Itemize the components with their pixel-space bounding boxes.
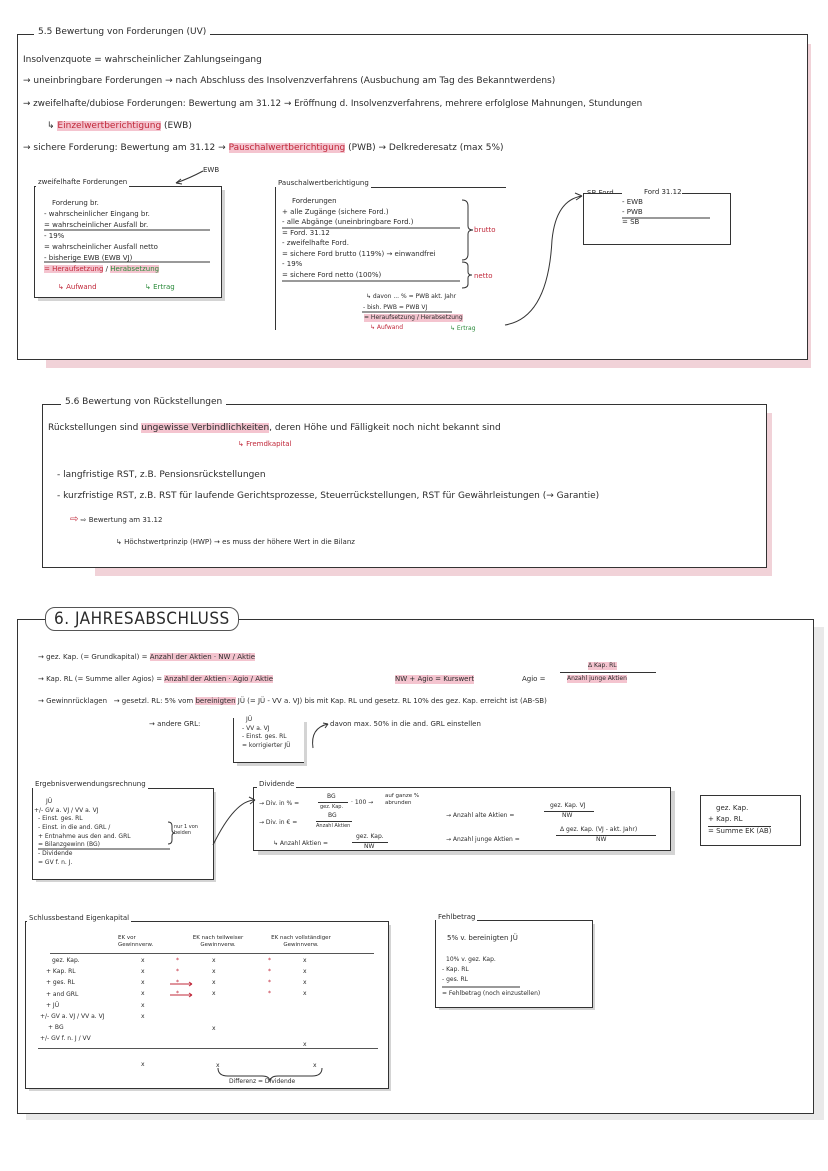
s6-r3c: bereinigten bbox=[195, 697, 236, 705]
s6-r4a: → andere GRL: bbox=[149, 720, 201, 728]
s6-r2den: Anzahl junge Aktien bbox=[567, 675, 627, 682]
sbek-x-c1-r5: x bbox=[141, 1013, 145, 1020]
sbek-star-c3-r2: * bbox=[268, 979, 271, 986]
sbek-col-1: EK nach teilweiser Gewinnverw. bbox=[192, 935, 244, 948]
pwb-ertrag: ↳ Ertrag bbox=[450, 325, 476, 332]
pwb-line-4: - zweifelhafte Ford. bbox=[282, 239, 349, 247]
s55-l5-a: → sichere Forderung: Bewertung am 31.12 → bbox=[23, 143, 226, 153]
pwb-line-1: + alle Zugänge (sichere Ford.) bbox=[282, 207, 389, 216]
s55-line-1: Insolvenzquote = wahrscheinlicher Zahlungseingang bbox=[23, 55, 262, 65]
div-1-c: · 100 → bbox=[351, 799, 374, 806]
sbek-title: Schlussbestand Eigenkapital bbox=[29, 914, 130, 922]
sbek-x-c1-r2: x bbox=[141, 979, 145, 986]
s56-l1b: ungewisse Verbindlichkeiten bbox=[141, 423, 270, 433]
sbek-col-2: EK nach vollständiger Gewinnverw. bbox=[271, 935, 331, 948]
fb-line-0: 5% v. bereinigten JÜ bbox=[447, 934, 518, 942]
sbek-x-c3-r7: x bbox=[303, 1041, 307, 1048]
s6-r4-line-1: - VV a. VJ bbox=[242, 724, 270, 732]
sbek-x-total-3: x bbox=[313, 1062, 317, 1069]
s6-r1b: Anzahl der Aktien · NW / Aktie bbox=[149, 653, 256, 661]
s55-l5-pwb: Pauschalwertberichtigung bbox=[228, 143, 346, 153]
s6-r2a: → Kap. RL (= Summe aller Agios) = bbox=[38, 675, 163, 683]
fb-title: Fehlbetrag bbox=[438, 913, 476, 921]
sbek-x-c3-r1: x bbox=[303, 968, 307, 975]
sbek-star-c2-r3: * bbox=[176, 990, 179, 997]
evr-line-5: = Bilanzgewinn (BG) bbox=[38, 841, 100, 849]
div-5: → Anzahl junge Aktien = bbox=[446, 836, 520, 843]
sbek-x-c2-r6: x bbox=[212, 1025, 216, 1032]
zf-line-2: = wahrscheinlicher Ausfall br. bbox=[44, 221, 149, 229]
pwb-line-5: = sichere Ford brutto (119%) → einwandfrei bbox=[282, 249, 436, 258]
sbek-row-2: + ges. RL bbox=[46, 979, 75, 987]
s56-l4-arrow-icon: ⇨ bbox=[70, 514, 79, 525]
sbek-row-0: gez. Kap. bbox=[52, 957, 80, 964]
ewb-curve-arrow bbox=[176, 171, 203, 183]
fb-line-3: - ges. RL bbox=[442, 976, 469, 983]
s56-l1c: , deren Höhe und Fälligkeit noch nicht bekannt sind bbox=[269, 423, 501, 433]
pwb-line-2: - alle Abgänge (uneinbringbare Ford.) bbox=[282, 218, 414, 226]
s56-line-3: - kurzfristige RST, z.B. RST für laufende Gerichtsprozesse, Steuerrückstellungen, RST für Gewährleistungen (→ Garantie) bbox=[57, 491, 600, 501]
zf-title: zweifelhafte Forderungen bbox=[38, 178, 128, 186]
s56-line-5: ↳ Höchstwertprinzip (HWP) → es muss der höhere Wert in die Bilanz bbox=[116, 538, 355, 546]
pwb-aufwand: ↳ Aufwand bbox=[370, 324, 404, 331]
ek-line-1: + Kap. RL bbox=[708, 815, 743, 823]
sbek-x-c1-r0: x bbox=[141, 957, 145, 964]
sbek-row-7: +/- GV f. n. J / VV bbox=[40, 1035, 91, 1043]
sbek-diff-brace bbox=[218, 1068, 322, 1082]
div-1-d: auf ganze % abrunden bbox=[385, 793, 420, 806]
evr-line-3: - Einst. in die and. GRL / bbox=[38, 824, 111, 832]
div-2-den: Anzahl Aktien bbox=[316, 823, 351, 829]
sbek-x-c2-r2: x bbox=[212, 979, 216, 986]
pwb-brutto: brutto bbox=[474, 226, 496, 234]
zf-herauf: = Heraufsetzung bbox=[44, 265, 104, 273]
div-1-num: BG bbox=[327, 793, 336, 800]
evr-line-7: = GV f. n. J. bbox=[38, 858, 73, 866]
div-3: ↳ Anzahl Aktien = bbox=[273, 840, 329, 847]
sbek-x-total-1: x bbox=[141, 1061, 145, 1068]
s56-title: 5.6 Bewertung von Rückstellungen bbox=[61, 397, 226, 407]
div-2-num: BG bbox=[328, 812, 337, 819]
fb-line-4: = Fehlbetrag (noch einzustellen) bbox=[442, 990, 541, 997]
s6-r1a: → gez. Kap. (= Grundkapital) = bbox=[38, 653, 148, 661]
s56-l4: ⇨ Bewertung am 31.12 bbox=[80, 516, 163, 524]
sbek-star-c2-r1: * bbox=[176, 968, 179, 975]
pwb-line-3: = Ford. 31.12 bbox=[282, 228, 330, 237]
s6-r3b: → gesetzl. RL: 5% vom bbox=[113, 697, 194, 705]
s55-l4-abbr: (EWB) bbox=[164, 121, 192, 131]
zf-line-1: - wahrscheinlicher Eingang br. bbox=[44, 210, 150, 218]
sb-ford-line-3: = SB bbox=[622, 218, 640, 226]
sbek-star-c2-r0: * bbox=[176, 957, 179, 964]
evr-note: nur 1 von beiden bbox=[174, 824, 198, 836]
div-3-den: NW bbox=[364, 843, 375, 850]
zf-line-3: - 19% bbox=[44, 232, 65, 240]
pwb-line-0: Forderungen bbox=[292, 197, 337, 205]
s55-l4-ewb: Einzelwertberichtigung bbox=[57, 121, 162, 131]
evr-line-6: - Dividende bbox=[38, 850, 73, 858]
evr-line-1: +/- GV a. VJ / VV a. VJ bbox=[34, 806, 99, 814]
sb-ford-line-2: - PWB bbox=[622, 208, 643, 216]
sbek-x-c1-r3: x bbox=[141, 990, 145, 997]
zf-line-0: Forderung br. bbox=[52, 199, 99, 207]
sbek-x-c3-r2: x bbox=[303, 979, 307, 986]
sb-ford-line-0: Ford 31.12 bbox=[622, 188, 682, 198]
s6-title: 6. JAHRESABSCHLUSS bbox=[45, 607, 239, 631]
fb-line-1: 10% v. gez. Kap. bbox=[446, 956, 496, 963]
sbek-star-c3-r1: * bbox=[268, 968, 271, 975]
s6-r4-line-0: JÜ bbox=[246, 716, 253, 723]
sbek-row-4: + JÜ bbox=[46, 1001, 60, 1009]
zf-ewb: EWB bbox=[203, 166, 220, 174]
zf-slash: / bbox=[105, 265, 109, 273]
s6-r2num: Δ Kap. RL bbox=[588, 662, 617, 669]
sbek-row-5: +/- GV a. VJ / VV a. VJ bbox=[40, 1012, 105, 1020]
sbek-x-c3-r0: x bbox=[303, 957, 307, 964]
sbek-diff: Differenz = Dividende bbox=[229, 1078, 296, 1085]
s6-r4-line-2: - Einst. ges. RL bbox=[242, 733, 287, 740]
pwb-netto: netto bbox=[474, 272, 493, 280]
div-1: → Div. in % = bbox=[259, 800, 300, 807]
sbek-x-c1-r1: x bbox=[141, 968, 145, 975]
sbek-row-6: + BG bbox=[48, 1024, 64, 1032]
pwb-brutto-bracket bbox=[462, 200, 473, 260]
div-4-den: NW bbox=[562, 812, 573, 819]
fb-line-2: - Kap. RL bbox=[442, 966, 469, 973]
evr-title: Ergebnisverwendungsrechnung bbox=[35, 780, 146, 788]
evr-line-4: + Entnahme aus den and. GRL bbox=[38, 832, 131, 840]
pwb-line-6: - 19% bbox=[282, 260, 303, 268]
ek-line-0: gez. Kap. bbox=[716, 804, 749, 812]
zf-herab: Herabsetzung bbox=[110, 265, 160, 273]
div-4-num: gez. Kap. VJ bbox=[550, 802, 586, 809]
pwb-auf: = Heraufsetzung / Herabsetzung bbox=[364, 314, 463, 321]
s55-line-3: → zweifelhafte/dubiose Forderungen: Bewertung am 31.12 → Eröffnung d. Insolvenzverfahrens, mehrere erfolglose Mahnungen, Stundungen bbox=[23, 99, 643, 109]
s55-line-2: → uneinbringbare Forderungen → nach Abschluss des Insolvenzverfahrens (Ausbuchung am Tag des Bekanntwerdens) bbox=[23, 76, 556, 86]
s6-r3d: JÜ (= JÜ - VV a. VJ) bis mit Kap. RL und gesetz. RL 10% des gez. Kap. erreicht ist (AB-SB) bbox=[237, 697, 547, 705]
pwb-line-7: = sichere Ford netto (100%) bbox=[282, 270, 382, 279]
zf-line-4: = wahrscheinlicher Ausfall netto bbox=[44, 243, 158, 251]
s55-title: 5.5 Bewertung von Forderungen (UV) bbox=[34, 27, 210, 37]
sbek-row-1: + Kap. RL bbox=[46, 968, 76, 976]
sbek-x-c2-r0: x bbox=[212, 957, 216, 964]
pwb-to-sb-arrow bbox=[505, 196, 582, 325]
ek-line-2: = Summe EK (AB) bbox=[708, 826, 771, 838]
evr-line-2: - Einst. ges. RL bbox=[38, 815, 83, 823]
div-3-num: gez. Kap. bbox=[356, 833, 384, 840]
div-1-den: gez. Kap. bbox=[320, 804, 344, 810]
s56-line-2: - langfristige RST, z.B. Pensionsrückstellungen bbox=[57, 470, 266, 480]
sb-ford-line-1: - EWB bbox=[622, 198, 643, 206]
sbek-x-c2-r1: x bbox=[212, 968, 216, 975]
zf-ertrag: ↳ Ertrag bbox=[145, 283, 175, 291]
sbek-x-total-2: x bbox=[216, 1062, 220, 1069]
s6-r3a: → Gewinnrücklagen bbox=[38, 697, 108, 705]
sbek-x-c3-r3: x bbox=[303, 990, 307, 997]
sbek-col-0: EK vor Gewinnverw. bbox=[118, 935, 154, 948]
div-title: Dividende bbox=[259, 780, 295, 788]
sbek-star-c3-r0: * bbox=[268, 957, 271, 964]
s6-r4b: davon max. 50% in die and. GRL einstellen bbox=[330, 720, 481, 728]
pwb-title: Pauschalwertberichtigung bbox=[278, 179, 369, 187]
s56-fremd: ↳ Fremdkapital bbox=[238, 440, 292, 448]
s55-l4-arrow: ↳ bbox=[47, 121, 55, 131]
s6-r2c: NW + Agio = Kurswert bbox=[395, 675, 475, 683]
div-4: → Anzahl alte Aktien = bbox=[446, 812, 515, 819]
s55-l5-c: (PWB) → Delkrederesatz (max 5%) bbox=[348, 143, 504, 153]
sbek-x-c2-r3: x bbox=[212, 990, 216, 997]
evr-line-0: JÜ bbox=[46, 798, 53, 805]
s56-l1a: Rückstellungen sind bbox=[48, 423, 139, 433]
zf-line-5: - bisherige EWB (EWB VJ) bbox=[44, 254, 133, 262]
div-5-num: Δ gez. Kap. (VJ - akt. Jahr) bbox=[560, 826, 638, 833]
evr-to-div-arrow bbox=[213, 800, 255, 845]
s6-r2b: Anzahl der Aktien · Agio / Aktie bbox=[164, 675, 274, 683]
sbek-star-c3-r3: * bbox=[268, 990, 271, 997]
div-5-den: NW bbox=[596, 836, 607, 843]
s6-r4-line-3: = korrigierter JÜ bbox=[242, 741, 291, 749]
pwb-netto-bracket bbox=[462, 262, 472, 288]
zf-aufwand: ↳ Aufwand bbox=[58, 283, 97, 291]
pwb-davon: ↳ davon ... % = PWB akt. Jahr bbox=[366, 293, 457, 300]
div-2: → Div. in € = bbox=[259, 819, 298, 826]
sbek-star-c2-r2: * bbox=[176, 979, 179, 986]
s6-r2d: Agio = bbox=[522, 675, 546, 683]
pwb-bish: - bish. PWB = PWB VJ bbox=[363, 304, 428, 311]
sbek-x-c1-r4: x bbox=[141, 1002, 145, 1009]
sbek-row-3: + and GRL bbox=[46, 990, 79, 998]
